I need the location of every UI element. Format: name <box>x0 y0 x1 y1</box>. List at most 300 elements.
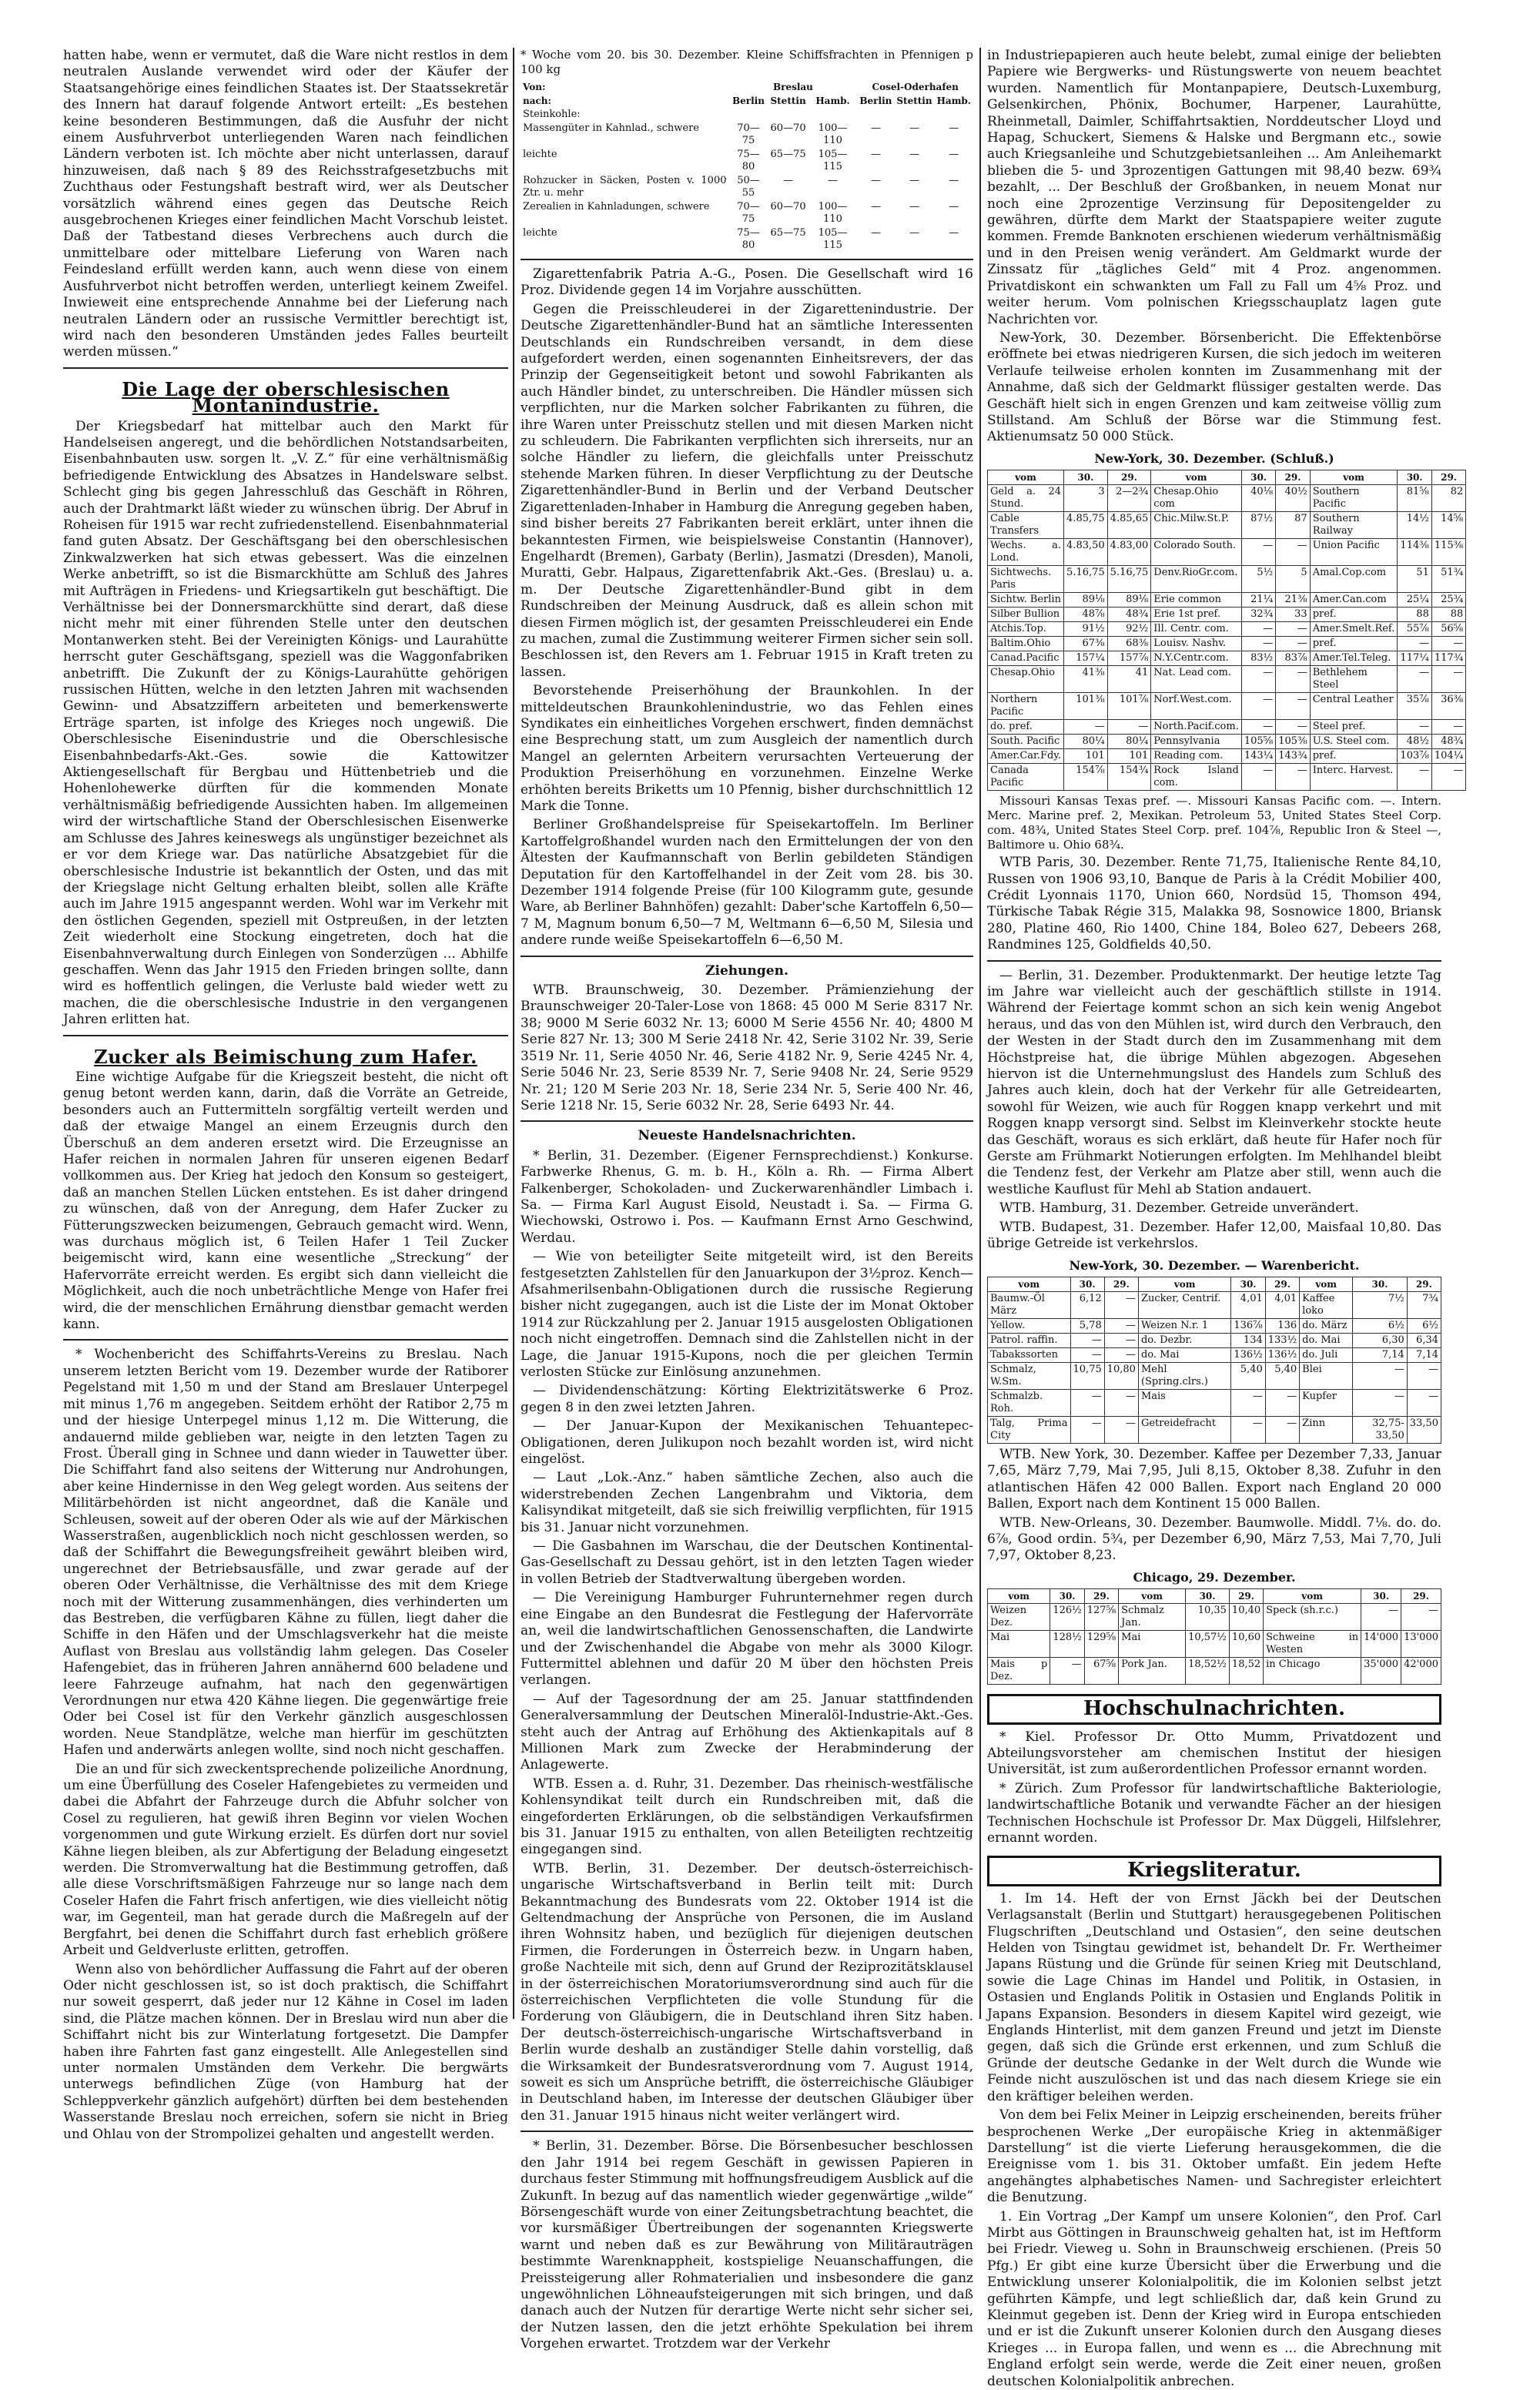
table-row <box>988 1389 1441 1416</box>
table-cell: 6,12 <box>1070 1291 1104 1318</box>
table-row <box>521 122 973 148</box>
table-cell: 7,14 <box>1407 1347 1441 1362</box>
heading-ziehungen: Ziehungen. <box>705 962 788 979</box>
heading-montanindustrie: Die Lage der oberschlesischen Montanindustrie. <box>122 377 450 417</box>
table-cell: Rock Island com. <box>1151 764 1242 791</box>
table-row <box>988 1347 1441 1362</box>
table-cell: Weizen Dez. <box>988 1604 1050 1631</box>
table-cell: North.Pacif.com. <box>1151 720 1242 735</box>
table-cell: 21¼ <box>1241 593 1275 608</box>
table-cell: — <box>1398 637 1431 651</box>
table-cell: 129⅝ <box>1084 1631 1118 1658</box>
table-cell: Norf.West.com. <box>1151 693 1242 720</box>
table-cell: — <box>1104 1333 1138 1347</box>
table-cell: Geld a. 24 Stund. <box>988 485 1064 512</box>
freight-table <box>521 80 973 253</box>
table-cell: — <box>909 201 919 213</box>
table-cell: Amer.Can.com <box>1310 593 1398 608</box>
table-row <box>988 651 1466 666</box>
table-cell: — <box>1064 720 1108 735</box>
table-cell: 10,57½ <box>1186 1631 1230 1658</box>
table-cell: 40½ <box>1276 485 1310 512</box>
table-cell: Central Leather <box>1310 693 1398 720</box>
table-cell: — <box>870 227 881 239</box>
table-cell: pref. <box>1310 608 1398 622</box>
table-cell: 7,14 <box>1353 1347 1408 1362</box>
table-cell: 6,30 <box>1353 1333 1408 1347</box>
table-cell: 70—75 <box>737 201 760 225</box>
table-cell: Mai <box>988 1631 1050 1658</box>
section-divider <box>521 1120 973 1122</box>
article-paragraph: Der Kriegsbedarf hat mittelbar auch den Markt für Handelseisen angeregt, und die behördlichen Notstandsarbeiten, Eisenbahnbauten usw. sorgen lt. „V. Z.“ für eine verhältnismäßig befriedigende Entwicklung des Absatzes in Handelsware selbst. Schlecht ging bis gegen Jahresschluß das Geschäft in Röhren, auch der Drahtmarkt läßt wieder zu wünschen übrig. Der Abruf in Roheisen für 1915 war recht zufriedenstellend. Eisenbahnmaterial fand guten Absatz. Der Geschäftsgang bei den oberschlesischen Zinkwalzwerken hat sich etwas gebessert. Was die einzelnen Werke anbetrifft, so ist die Bismarckhütte am Schluß des Jahres mit Aufträgen in Friedens- und Kriegsartikeln gut beschäftigt. Die Verhältnisse bei der Donnersmarckhütte sind derart, daß diese nicht mehr mit einer führenden Stelle unter den deutschen Montanwerken steht. Bei der Vereinigten Königs- und Laurahütte herrscht guter Geschäftsgang, speziell was die Waggonfabriken anbetrifft. Die Zukunft der zu Königs-Laurahütte gehörigen russischen Hütten, welche in den letzten Jahren mit wachsenden Gewinn- und Absatzziffern arbeiteten und bemerkenswerte Erträge sparten, ist infolge des Krieges noch ungewiß. Die Oberschlesische Eisenindustrie und die Oberschlesische Eisenbahnbedarfs-Akt.-Ges. sowie die Kattowitzer Aktiengesellschaft für Bergbau und Hüttenbetrieb und die Hohenlohewerke dürften für die kommenden Monate verhältnismäßig befriedigende Aussichten haben. Im allgemeinen wird der wirtschaftliche Stand der Oberschlesischen Eisenwerke am Schlusse des Jahres keineswegs als ungünstiger bezeichnet als er vor dem Kriege war. Das natürliche Absatzgebiet für die oberschlesische Industrie ist bekanntlich der Osten, und das mit der Kriegslage nicht Geltung erhalten bleibt, sollen alle Kräfte auch im Jahre 1915 angespannt werden. Wohl war im Verkehr mit den östlichen Gegenden, speziell mit Ostpreußen, in der letzten Zeit wiederholt eine Stockung eingetreten, doch hat die Eisenbahnverwaltung durch Einlegen von Sonderzügen ... Abhilfe geschaffen. Wenn das Jahr 1915 den Frieden bringen sollte, dann wird es hoffentlich gelingen, die Verluste bald wieder wett zu machen, die die oberschlesische Industrie in den vergangenen Jahren erlitten hat. <box>63 418 508 1028</box>
table-cell: — <box>949 227 959 239</box>
table-cell: Sichtw. Berlin <box>988 593 1064 608</box>
table-cell: 3 <box>1064 485 1108 512</box>
chicago-table <box>987 1588 1441 1685</box>
table-cell: Erie common <box>1151 593 1242 608</box>
table-header-cell: 30. <box>1241 470 1275 485</box>
heading-zucker-hafer: Zucker als Beimischung zum Hafer. <box>94 1045 477 1068</box>
table-cell: Getreidefracht <box>1138 1416 1230 1443</box>
table-header-cell: 30. <box>1050 1589 1084 1604</box>
section-divider <box>987 960 1441 962</box>
table-cell: Denv.RioGr.com. <box>1151 566 1242 593</box>
table-cell: Chic.Milw.St.P. <box>1151 512 1242 539</box>
article-paragraph: Gegen die Preisschleuderei in der Zigarettenindustrie. Der Deutsche Zigarettenhändler-Bund hat an sämtliche Interessenten Deutschlands ein Rundschreiben versandt, in dem diese aufgefordert werden, einen sogenannten Einheitsrevers, der das Prinzip der Gegenseitigkeit betont und sowohl Fabrikanten als auch Händler bindet, zu unterschreiben. Die Händler müssen sich verpflichten, nur die Marken solcher Fabrikanten zu führen, die ihre Waren unter Preisschutz stellen und mit diesen Marken nicht zu schleudern. Die Fabrikanten verpflichten sich ihrerseits, nur an solche Händler zu liefern, die gleichfalls unter Preisschutz stehende Marken führen. In dieser Verpflichtung zu der Deutsche Zigarettenhändler-Bund in Berlin und der Verband Deutscher Zigarettenladen-Inhaber in Hamburg die Anregung gegeben haben, sind bisher bereits 27 Fabrikanten bereit erklärt, unter ihnen die bekanntesten Firmen, wie beispielsweise Constantin (Hannover), Engelhardt (Bremen), Garbaty (Berlin), Jasmatzi (Dresden), Manoli, Muratti, Gebr. Halpaus, Zigarettenfabrik Akt.-Ges. (Breslau) u. a. m. Der Deutsche Zigarettenhändler-Bund gibt in dem Rundschreiben der Meinung Ausdruck, daß es allein schon mit diesen Firmen möglich ist, der gesamten Preisschleuderei ein Ende zu machen, zumal die Zustimmung weiterer Firmen sicher sein soll. Beschlossen ist, den Revers am 1. Februar 1915 in Kraft treten zu lassen. <box>521 301 973 680</box>
table-cell: — <box>1361 1604 1401 1631</box>
table-cell: N.Y.Centr.com. <box>1151 651 1242 666</box>
table-row <box>988 720 1466 735</box>
table-cell: — <box>1050 1658 1084 1685</box>
table-cell: — <box>870 201 881 213</box>
table-cell: — <box>1276 720 1310 735</box>
intro-paragraph: hatten habe, wenn er vermutet, daß die Ware nicht restlos in dem neutralen Auslande verwendet wird oder der Käufer der Staatsangehörige eines feindlichen Staates ist. Der Staatssekretär des Innern hat darauf folgende Antwort erteilt: „Es bestehen keine besonderen Bestimmungen, daß die Ausfuhr der nicht einem Ausfuhrverbot unterliegenden Waren nach feindlichen Ländern verboten ist. Ich möchte aber nicht unterlassen, darauf hinzuweisen, daß nach § 89 des Reichsstrafgesetzbuchs mit Zuchthaus oder Festungshaft bestraft wird, wer als Deutscher vorsätzlich während eines gegen das Deutsche Reich ausgebrochenen Krieges einer feindlichen Macht Vorschub leistet. Daß der Tatbestand dieses Verbrechens auch durch die unmittelbare oder mittelbare Lieferung von Waren nach Feindesland erfüllt werden kann, auch wenn diese von einem Ausfuhrverbot nicht betroffen werden, unterliegt keinem Zweifel. Inwieweit eine entsprechende Annahme bei der Lieferung nach neutralen Ländern oder an russische Vermittler berechtigt ist, wird nach den besonderen Umständen jedes Falles beurteilt werden müssen.“ <box>63 48 508 360</box>
article-paragraph: WTB Paris, 30. Dezember. Rente 71,75, Italienische Rente 84,10, Russen von 1906 93,10, Banque de Paris à la Crédit Mobilier 400, Crédit Lyonnais 1170, Union 660, Nordsüd 15, Thomson 494, Türkische Tabak Régie 315, Malakka 98, Sosnowice 1800, Briansk 280, Platine 460, Rio 1400, Chine 184, Boleo 627, Debeers 268, Randmines 125, Goldfields 40,50. <box>987 855 1441 953</box>
table-cell: Mehl (Spring.clrs.) <box>1138 1362 1230 1389</box>
table-cell: 4.83,00 <box>1107 539 1151 566</box>
table-cell: 80¼ <box>1064 735 1108 749</box>
table-cell <box>768 108 808 122</box>
table-cell: Canada Pacific <box>988 764 1064 791</box>
heading-neueste-handelsnachrichten: Neueste Handelsnachrichten. <box>638 1128 856 1144</box>
article-paragraph: * Zürich. Zum Professor für landwirtschaftliche Bakteriologie, landwirtschaftliche Botanik und verwandte Fächer an der hiesigen Technischen Hochschule ist Professor Dr. Max Düggeli, Hilfslehrer, ernannt worden. <box>987 1780 1441 1846</box>
table-row <box>988 1604 1441 1631</box>
table-cell: — <box>1401 1604 1441 1631</box>
heading-hochschulnachrichten: Hochschulnachrichten. <box>987 1694 1441 1724</box>
table-header-cell: vom <box>988 1589 1050 1604</box>
article-paragraph: — Auf der Tagesordnung der am 25. Januar stattfindenden Generalversammlung der Deutschen Mineralöl-Industrie-Akt.-Ges. steht auch der Antrag auf Erhöhung des Aktienkapitals auf 8 Millionen Mark zum Zwecke der Herabminderung der Anlagewerte. <box>521 1691 973 1773</box>
article-paragraph: New-York, 30. Dezember. Börsenbericht. Die Effektenbörse eröffnete bei etwas niedrigeren Kursen, die sich jedoch im weiteren Verlaufe teilweise erholen konnten im Zusammenhang mit der Annahme, daß sich der Geldmarkt flüssiger gestalten werde. Das Geschäft hielt sich in engen Grenzen und kam zeitweise völlig zum Stillstand. Am Schluß der Börse war die Stimmung fest. Aktienumsatz 50 000 Stück. <box>987 330 1441 445</box>
article-paragraph: Die an und für sich zweckentsprechende polizeiliche Anordnung, um eine Überfüllung des Coseler Hafengebietes zu vermeiden und dabei die Abfahrt der Fahrzeuge durch die Abfuhr solcher von Cosel zu regulieren, hat gewiß ihren Beginn vor vielen Wochen vorgenommen und gute Wirkung erzielt. Es dürfen dort nur soviel Kähne liegen bleiben, als zur Abfertigung der Beladung eingesetzt werden. Die Stromverwaltung hat die Bestimmung getroffen, daß alle diese Vorschriftsmäßigen Fahrzeuge nur so lange nach dem Coseler Hafen die Fahrt frisch anfertigen, wie dies vielleicht nötig war, im Gegenteil, man hat gerade durch die Maßregeln auf der Bergfahrt, bei denen die Schiffahrt durch fast erheblich größere Arbeit und Geldverluste erlitten, getroffen. <box>63 1761 508 1959</box>
table-header-cell: 30. <box>1353 1277 1408 1291</box>
table-cell: Patrol. raffin. <box>988 1333 1071 1347</box>
table-cell: 55⅞ <box>1398 622 1431 637</box>
article-paragraph: Bevorstehende Preiserhöhung der Braunkohlen. In der mitteldeutschen Braunkohlenindustrie, wo das Fehlen eines Syndikates ein einheitliches Vorgehen erschwert, finden demnächst eine Besprechung statt, um zum Ausgleich der namentlich durch Mangel an gelernten Arbeitern verursachten Verteuerung der Produktion Preiserhöhung en vorzunehmen. Einzelne Werke erhöhten bereits Briketts um 10 Pfennig, bisher durchschnittlich 12 Mark die Tonne. <box>521 683 973 814</box>
table-cell: pref. <box>1310 749 1398 764</box>
table-cell: Schmalz Jan. <box>1119 1604 1186 1631</box>
article-paragraph: WTB. Budapest, 31. Dezember. Hafer 12,00, Maisfaal 10,80. Das übrige Getreide ist verkehrslos. <box>987 1219 1441 1252</box>
column-divider <box>979 48 981 2019</box>
table-cell: 157⅞ <box>1107 651 1151 666</box>
table-row <box>988 512 1466 539</box>
table-body <box>988 485 1466 791</box>
table-cell: do. März <box>1300 1318 1353 1333</box>
table-cell: Talg, Prima City <box>988 1416 1071 1443</box>
table-cell: 101⅜ <box>1064 693 1108 720</box>
table-header-cell: 29. <box>1104 1277 1138 1291</box>
table-cell: — <box>1070 1333 1104 1347</box>
table-cell: Erie 1st pref. <box>1151 608 1242 622</box>
table-cell: 115⅜ <box>1431 539 1465 566</box>
table-footnote: Missouri Kansas Texas pref. —. Missouri Kansas Pacific com. —. Intern. Merc. Marine pref. 2, Mexikan. Petroleum 53, United States Steel Corp. com. 48¾, United States Steel Corp. pref. 104⅞, Republic Iron & Steel —, Baltimore u. Ohio 68¾. <box>987 794 1441 852</box>
table-cell: — <box>1353 1362 1408 1389</box>
table-cell: 5.16,75 <box>1064 566 1108 593</box>
table-row <box>988 1333 1441 1347</box>
table-cell: 143¾ <box>1276 749 1310 764</box>
table-cell: 13'000 <box>1401 1631 1441 1658</box>
table-cell: — <box>1107 720 1151 735</box>
article-paragraph: Von dem bei Felix Meiner in Leipzig erscheinenden, bereits früher besprochenen Werke „Der europäische Krieg in aktenmäßiger Darstellung“ ist die vierte Lieferung herausgekommen, die die Ereignisse vom 1. bis 31. Oktober umfaßt. Ein jedem Hefte angehängtes alphabetisches Namen- und Sachregister erleichtert die Benutzung. <box>987 2107 1441 2206</box>
article-paragraph: — Die Gasbahnen im Warschau, die der Deutschen Kontinental-Gas-Gesellschaft zu Dessau gehört, ist in den letzten Tagen wieder in vollen Betrieb der Stadtverwaltung übergeben worden. <box>521 1538 973 1587</box>
table-cell: Speck (sh.r.c.) <box>1264 1604 1361 1631</box>
table-cell: 41 <box>1107 666 1151 693</box>
table-cell: 5 <box>1276 566 1310 593</box>
table-cell: Cable Transfers <box>988 512 1064 539</box>
table-body <box>988 1604 1441 1685</box>
table-cell: 35⅞ <box>1398 693 1431 720</box>
table-header-row <box>988 470 1466 485</box>
table-header-cell: vom <box>1151 470 1242 485</box>
article-paragraph: — Dividendenschätzung: Körting Elektrizitätswerke 6 Proz. gegen 8 in den zwei letzten Jahren. <box>521 1383 973 1415</box>
table-cell: Reading com. <box>1151 749 1242 764</box>
table-cell: 4.83,50 <box>1064 539 1108 566</box>
table-header-cell: vom <box>988 470 1064 485</box>
table-cell <box>729 108 768 122</box>
table-cell: Amer.Smelt.Ref. <box>1310 622 1398 637</box>
table-cell: 48⅞ <box>1064 608 1108 622</box>
table-row <box>988 539 1466 566</box>
table-cell: 80¼ <box>1107 735 1151 749</box>
table-header-cell: vom <box>1310 470 1398 485</box>
table-cell: 136½ <box>1231 1347 1265 1362</box>
table-header-cell: vom <box>988 1277 1071 1291</box>
table-cell: U.S. Steel com. <box>1310 735 1398 749</box>
table-cell: 51¾ <box>1431 566 1465 593</box>
table-cell: — <box>909 175 919 186</box>
table-header-row <box>988 1589 1441 1604</box>
table-cell: 4,01 <box>1265 1291 1299 1318</box>
column-divider <box>513 48 514 2019</box>
table-cell: — <box>909 122 919 134</box>
table-cell: — <box>1431 764 1465 791</box>
table-cell: Nat. Lead com. <box>1151 666 1242 693</box>
table-cell: 48¾ <box>1431 735 1465 749</box>
table-row <box>988 593 1466 608</box>
table-cell: 117¾ <box>1431 651 1465 666</box>
table-header-cell: 29. <box>1401 1589 1441 1604</box>
table-row <box>988 1658 1441 1685</box>
table-cell: Pork Jan. <box>1119 1658 1186 1685</box>
table-cell: — <box>828 175 839 186</box>
table-cell: Steinkohle: <box>523 109 581 120</box>
table-cell: Southern Railway <box>1310 512 1398 539</box>
table-cell: 134 <box>1231 1333 1265 1347</box>
section-divider <box>521 259 973 260</box>
table-cell: 4,01 <box>1231 1291 1265 1318</box>
table-row <box>988 566 1466 593</box>
table-cell: Kaffee loko <box>1300 1291 1353 1318</box>
table-cell: Chesap.Ohio <box>988 666 1064 693</box>
table-cell: — <box>1104 1347 1138 1362</box>
table-cell: 87½ <box>1241 512 1275 539</box>
table-cell: 14⅝ <box>1431 512 1465 539</box>
table-cell: — <box>1070 1389 1104 1416</box>
table-cell: — <box>1276 764 1310 791</box>
table-header-cell: 30. <box>1231 1277 1265 1291</box>
table-cell: 33,50 <box>1407 1416 1441 1443</box>
table-cell <box>857 108 894 122</box>
table-cell: leichte <box>523 227 557 239</box>
table-row <box>988 1631 1441 1658</box>
table-cell: 83½ <box>1241 651 1275 666</box>
table-cell: 101 <box>1064 749 1108 764</box>
article-paragraph: 1. Ein Vortrag „Der Kampf um unsere Kolonien“, den Prof. Carl Mirbt aus Göttingen in Braunschweig gehalten hat, ist im Heftform bei Friedr. Vieweg u. Sohn in Braunschweig erschienen. (Preis 50 Pfg.) Er gibt eine kurze Übersicht über die Erwerbung und die Entwicklung unserer Kolonialpolitik, die im Kolonien selbst jetzt geführten Kämpfe, und legt schließlich dar, daß kein Grund zu Kleinmut gegeben ist. Denn der Krieg wird in Europa entschieden und er ist die Zukunft unserer Kolonien durch den Ausgang dieses Krieges ... in Europa fallen, und wenn es ... die Abrechnung mit England erfolgt sein werde, werde die Zeit einer neuen, großen deutschen Kolonialpolitik anbrechen. <box>987 2208 1441 2389</box>
table-cell: 14½ <box>1398 512 1431 539</box>
table-header-cell: 30. <box>1070 1277 1104 1291</box>
table-cell: Rohzucker in Säcken, Posten v. 1000 Ztr. u. mehr <box>523 175 727 199</box>
table-body <box>988 1291 1441 1443</box>
table-cell: Blei <box>1300 1362 1353 1389</box>
table-cell: 83⅞ <box>1276 651 1310 666</box>
chicago-table-title: Chicago, 29. Dezember. <box>1133 1569 1296 1585</box>
table-cell: Pennsylvania <box>1151 735 1242 749</box>
column-right <box>987 48 1464 2389</box>
table-cell: Schmalz, W.Sm. <box>988 1362 1071 1389</box>
article-paragraph: — Der Januar-Kupon der Mexikanischen Tehuantepec-Obligationen, deren Julikupon noch bezahlt worden ist, wird nicht eingelöst. <box>521 1418 973 1468</box>
table-cell: 101⅞ <box>1107 693 1151 720</box>
article-paragraph: * Berlin, 31. Dezember. Börse. Die Börsenbesucher beschlossen den Jahr 1914 bei regem Geschäft in gewissen Papieren in durchaus fester Stimmung mit hoffnungsfreudigem Ausblick auf die Zukunft. In bezug auf das namentlich wieder gegenwärtige „wilde“ Börsengeschäft wurde von einer Zeitungsbetrachtung beachtet, die vor kursmäßiger Übertreibungen der sogenannten Kriegswerte warnt und neben daß es zur Bewährung von Militärauträgen bestimmte Warenknappheit, kostspielige Neuanschaffungen, die Preissteigerung aller Rohmaterialien und insbesondere die ganz ungewöhnlichen Löhneaufsteigerungen mit sich bringen, und daß danach auch der Nutzen für derartige Werte nicht sehr sicher sei, der Nutzen lassen, den die jetzt erhöhte Spekulation bei ihrem Vorgehen erwartet. Trotzdem war der Verkehr <box>521 2138 973 2352</box>
table-cell: Kupfer <box>1300 1389 1353 1416</box>
table-row <box>988 485 1466 512</box>
table-cell: — <box>909 149 919 160</box>
table-cell: — <box>1231 1416 1265 1443</box>
table-cell: 25¾ <box>1431 593 1465 608</box>
table-cell: 40⅛ <box>1241 485 1275 512</box>
section-divider <box>63 1339 508 1341</box>
table-cell: 48½ <box>1398 735 1431 749</box>
table-header-cell: 29. <box>1276 470 1310 485</box>
section-divider <box>63 1035 508 1036</box>
table-cell: 32,75-33,50 <box>1353 1416 1408 1443</box>
column-left <box>63 48 508 2142</box>
table-cell: — <box>1104 1416 1138 1443</box>
table-cell: 2—2¾ <box>1107 485 1151 512</box>
table-cell: 5.16,75 <box>1107 566 1151 593</box>
table-cell: — <box>1265 1389 1299 1416</box>
table-cell <box>935 108 973 122</box>
table-row <box>988 622 1466 637</box>
table-cell: 75—80 <box>737 227 760 251</box>
table-cell: Ill. Centr. com. <box>1151 622 1242 637</box>
table-row <box>988 1291 1441 1318</box>
waren-table <box>987 1277 1441 1444</box>
table-cell: Canad.Pacific <box>988 651 1064 666</box>
article-paragraph: * Berlin, 31. Dezember. (Eigener Fernsprechdienst.) Konkurse. Farbwerke Rhenus, G. m. b. H., Köln a. Rh. — Firma Albert Falkenberger, Schokoladen- und Zuckerwarenhändler Limbach i. Sa. — Firma Karl August Eisold, Neustadt i. Sa. — Firma G. Wiechowski, Ostrowo i. Pos. — Kaufmann Ernst Arno Geschwind, Werdau. <box>521 1147 973 1246</box>
table-cell: Northern Pacific <box>988 693 1064 720</box>
table-header-cell: 30. <box>1398 470 1431 485</box>
table-row <box>988 764 1466 791</box>
table-cell: 65—75 <box>770 227 806 239</box>
table-cell: — <box>1407 1362 1441 1389</box>
table-row <box>521 108 973 122</box>
table-cell: — <box>1407 1389 1441 1416</box>
table-cell: 133½ <box>1265 1333 1299 1347</box>
table-header-cell: 29. <box>1265 1277 1299 1291</box>
table-row <box>988 1362 1441 1389</box>
table-cell: — <box>870 122 881 134</box>
freight-header-cell: Berlin <box>732 95 765 106</box>
freight-title: * Woche vom 20. bis 30. Dezember. Kleine Schiffsfrachten in Pfennigen p 100 kg <box>521 48 973 76</box>
table-row <box>988 749 1466 764</box>
table-cell: South. Pacific <box>988 735 1064 749</box>
table-cell: Bethlehem Steel <box>1310 666 1398 693</box>
table-header-cell: vom <box>1264 1589 1361 1604</box>
table-header-cell: 29. <box>1229 1589 1263 1604</box>
table-cell: — <box>949 201 959 213</box>
article-paragraph: Wenn also von behördlicher Auffassung die Fahrt auf der oberen Oder nicht geschlossen ist, so ist doch praktisch, die Schiffahrt nur soweit gesperrt, daß jeder nur 12 Kähne in Cosel im laden sind, die Plätze machen können. Der in Breslau wird nun aber die Schiffahrt nicht bis zur Winterlatung fortgesetzt. Die Dampfer haben ihre Fahrten fast ganz eingestellt. Alle Anlegestellen sind unter normalen Umständen dem Verkehr. Die bergwärts unterwegs befindlichen Züge (von Hamburg hat der Schleppverkehr gänzlich aufgehört) dürften bei dem bestehenden Wasserstande Breslau noch erreichen, sofern sie nicht in Brieg und Ohlau von der Strompolizei gehalten und angestellt werden. <box>63 1961 508 2142</box>
table-cell: Weizen N.r. 1 <box>1138 1318 1230 1333</box>
table-cell: 100—110 <box>818 122 848 146</box>
table-cell: 4.85,75 <box>1064 512 1108 539</box>
table-cell: 6½ <box>1353 1318 1408 1333</box>
table-cell: 81⅝ <box>1398 485 1431 512</box>
section-divider <box>521 2131 973 2132</box>
freight-table-body <box>521 108 973 253</box>
ny-stock-table <box>987 470 1466 791</box>
table-cell: Schweine in Westen <box>1264 1631 1361 1658</box>
article-paragraph: — Wie von beteiligter Seite mitgeteilt wird, ist den Bereits festgesetzten Zahlstellen für den Januarkupon der 3½proz. Kench—Afsahmerilsenbahn-Obligationen durch die russische Regierung bisher nicht zugegangen, auch ist die Liste der im Monat Oktober 1914 zur Rückzahlung per 2. Januar 1915 ausgelosten Obligationen noch nicht eingetroffen. Demnach sind die Zahlstellen nicht in der Lage, die Januar 1915-Kupons, noch die per gleichen Termin verlosten Stücke zur Einlösung anzunehmen. <box>521 1249 973 1380</box>
table-cell: 154¾ <box>1107 764 1151 791</box>
table-cell: 5,40 <box>1265 1362 1299 1389</box>
table-cell: 5,78 <box>1070 1318 1104 1333</box>
table-cell: — <box>1276 539 1310 566</box>
table-cell: 56⅝ <box>1431 622 1465 637</box>
table-cell: — <box>1241 622 1275 637</box>
table-row <box>988 608 1466 622</box>
table-row <box>988 1416 1441 1443</box>
table-cell: 143¼ <box>1241 749 1275 764</box>
table-cell: — <box>949 122 959 134</box>
table-cell: 75—80 <box>737 149 760 172</box>
table-cell: 88 <box>1398 608 1431 622</box>
table-header-cell: 29. <box>1084 1589 1118 1604</box>
table-row <box>988 1318 1441 1333</box>
table-cell: 89⅛ <box>1064 593 1108 608</box>
table-cell: 50—55 <box>737 175 760 199</box>
table-cell: — <box>1431 666 1465 693</box>
table-cell: — <box>949 149 959 160</box>
article-paragraph: WTB. Braunschweig, 30. Dezember. Prämienziehung der Braunschweiger 20-Taler-Lose von 1868: 45 000 M Serie 8317 Nr. 38; 9000 M Serie 6032 Nr. 13; 6000 M Serie 4556 Nr. 40; 4800 M Serie 827 Nr. 13; 300 M Serie 2418 Nr. 42, Serie 3102 Nr. 39, Serie 3519 Nr. 11, Serie 4050 Nr. 46, Serie 4182 Nr. 9, Serie 4245 Nr. 4, Serie 5046 Nr. 23, Serie 8539 Nr. 7, Serie 9408 Nr. 24, Serie 9529 Nr. 21; 120 M Serie 203 Nr. 18, Serie 234 Nr. 5, Serie 400 Nr. 46, Serie 1218 Nr. 15, Serie 6032 Nr. 28, Serie 6493 Nr. 44. <box>521 982 973 1113</box>
table-cell: — <box>870 149 881 160</box>
table-cell: 10,40 <box>1229 1604 1263 1631</box>
table-cell <box>894 108 934 122</box>
table-cell: — <box>870 175 881 186</box>
table-cell: 21⅜ <box>1276 593 1310 608</box>
table-cell: 32¾ <box>1241 608 1275 622</box>
table-cell: 136 <box>1265 1318 1299 1333</box>
table-cell: — <box>1241 539 1275 566</box>
table-cell: Sichtwechs. Paris <box>988 566 1064 593</box>
table-cell: 70—75 <box>737 122 760 146</box>
table-cell: — <box>1276 637 1310 651</box>
table-cell: 18,52½ <box>1186 1658 1230 1685</box>
table-cell: Wechs. a. Lond. <box>988 539 1064 566</box>
table-cell: 68⅜ <box>1107 637 1151 651</box>
table-cell: — <box>1241 720 1275 735</box>
table-cell: 10,35 <box>1186 1604 1230 1631</box>
article-paragraph: — Die Vereinigung Hamburger Fuhrunternehmer regen durch eine Eingabe an den Bundesrat die Festlegung der Hafervorräte an, weil die landwirtschaftlichen Genossenschaften, die Landwirte und der Zwischenhandel die Abgabe von mehr als 3000 Kilogr. Futtermittel ablehnen und dafür 20 M über den höchsten Preis verlangen. <box>521 1590 973 1689</box>
table-row <box>521 148 973 174</box>
table-cell: Amal.Cop.com <box>1310 566 1398 593</box>
table-cell: 10,60 <box>1229 1631 1263 1658</box>
table-cell: 126½ <box>1050 1604 1084 1631</box>
table-cell: 128½ <box>1050 1631 1084 1658</box>
section-divider <box>521 956 973 957</box>
table-cell: 136⅞ <box>1231 1318 1265 1333</box>
table-cell: Mais <box>1138 1389 1230 1416</box>
table-cell: — <box>1398 666 1431 693</box>
table-cell: 60—70 <box>770 122 806 134</box>
table-cell: — <box>1070 1347 1104 1362</box>
table-cell: 48¾ <box>1107 608 1151 622</box>
table-cell: — <box>1104 1389 1138 1416</box>
table-row <box>988 735 1466 749</box>
article-paragraph: — Berlin, 31. Dezember. Produktenmarkt. Der heutige letzte Tag im Jahre war vielleicht auch der geschäftlich stillste in 1914. Während der Feiertage kommt schon an sich kein wenig Angebot heraus, und das von den Mühlen ist, wird durch den Verbrauch, den der Westen in der Stadt durch den im Zusammenhang mit dem Höchstpreise hat, die übrige Mühlen abgezogen. Abgesehen hiervon ist die Unternehmungslust des Handels zum Schluß des Jahres auch klein, doch hat der Verkehr für alle Getreidearten, sowohl für Weizen, wie auch für Roggen knapp verkehrt und mit Roggen knapp versorgt sind. Selbst im Kleinverkehr stockte heute das Geschäft, woraus es sich erklärt, daß heute für Hafer noch für Gerste am Frühmarkt Notierungen erfolgten. Im Mehlhandel bleibt die Tendenz fest, der Verkehr am Platze aber still, wenn auch die westliche Kauflust für Mehl ab Station andauert. <box>987 967 1441 1197</box>
section-divider <box>63 367 508 369</box>
table-cell: do. pref. <box>988 720 1064 735</box>
table-cell: 42'000 <box>1401 1658 1441 1685</box>
column-middle <box>521 48 973 2352</box>
table-cell: Amer.Tel.Teleg. <box>1310 651 1398 666</box>
table-cell: 105—115 <box>818 149 848 172</box>
article-paragraph: * Kiel. Professor Dr. Otto Mumm, Privatdozent und Abteilungsvorsteher am chemischen Institut der hiesigen Universität, ist zum außerordentlichen Professor ernannt worden. <box>987 1729 1441 1778</box>
table-cell: — <box>1104 1318 1138 1333</box>
table-cell: do. Mai <box>1300 1333 1353 1347</box>
table-cell: 82 <box>1431 485 1465 512</box>
table-cell: Mai <box>1119 1631 1186 1658</box>
table-header-cell: 30. <box>1361 1589 1401 1604</box>
freight-header-cell: Von: <box>523 82 546 92</box>
table-cell: 105—115 <box>818 227 848 251</box>
table-cell: 7½ <box>1353 1291 1408 1318</box>
article-paragraph: WTB. Essen a. d. Ruhr, 31. Dezember. Das rheinisch-westfälische Kohlensyndikat teilt durch ein Rundschreiben mit, daß die eingeforderten Erklärungen, ob die selbständigen Verkaufsfirmen bis 31. Januar 1915 zu enthalten, von allen Beteiligten rechtzeitig eingegangen sind. <box>521 1776 973 1858</box>
table-cell: 154⅞ <box>1064 764 1108 791</box>
table-cell: do. Dezbr. <box>1138 1333 1230 1347</box>
table-header-cell: 30. <box>1064 470 1108 485</box>
table-cell: 10,75 <box>1070 1362 1104 1389</box>
freight-header-cell: Breslau <box>772 82 813 92</box>
freight-header-cell: Stettin <box>770 95 806 106</box>
table-cell: — <box>1231 1389 1265 1416</box>
table-cell: Massengüter in Kahnlad., schwere <box>523 122 699 134</box>
article-paragraph: WTB. Hamburg, 31. Dezember. Getreide unverändert. <box>999 1200 1359 1217</box>
table-cell: 89⅛ <box>1107 593 1151 608</box>
article-paragraph: Zigarettenfabrik Patria A.-G., Posen. Die Gesellschaft wird 16 Proz. Dividende gegen 14 im Vorjahre ausschütten. <box>521 266 973 299</box>
table-cell: 33 <box>1276 608 1310 622</box>
table-cell: — <box>1241 666 1275 693</box>
table-cell: Zucker, Centrif. <box>1138 1291 1230 1318</box>
article-paragraph: in Industriepapieren auch heute belebt, zumal einige der beliebten Papiere wie Bergwerks- und Rüstungswerte von neuem beachtet wurden. Namentlich für Montanpapiere, Deutsch-Luxemburg, Gelsenkirchen, Phönix, Bochumer, Harpener, Laurahütte, Rheinmetall, Daimler, Schiffahrtsaktien, Norddeutscher Lloyd und Hapag, Schuckert, Siemens & Halske und Bergmann etc., sowie auch Kriegsanleihe und Schutzgebietsanleihen ... Am Anleihemarkt blieben die 5- und 3prozentigen Gattungen mit 98,40 bezw. 69¾ bezahlt, ... Der Beschluß der Großbanken, in neuem Monat nur noch eine 2prozentige Verzinsung für Depositengelder zu gewähren, dürfte dem Markt der Staatspapiere weiter zugute kommen. Fremde Banknoten erschienen wiederum verhältnismäßig und in den Preisen wenig verändert. Am Geldmarkt wurde der Zinssatz für „tägliches Geld“ mit 4 Proz. angenommen. Privatdiskont ein schwankten um Fall zu Fall um 4⅝ Proz. und weiter herum. Vom polnischen Kriegsschauplatz lagen gute Nachrichten vor. <box>987 48 1441 327</box>
